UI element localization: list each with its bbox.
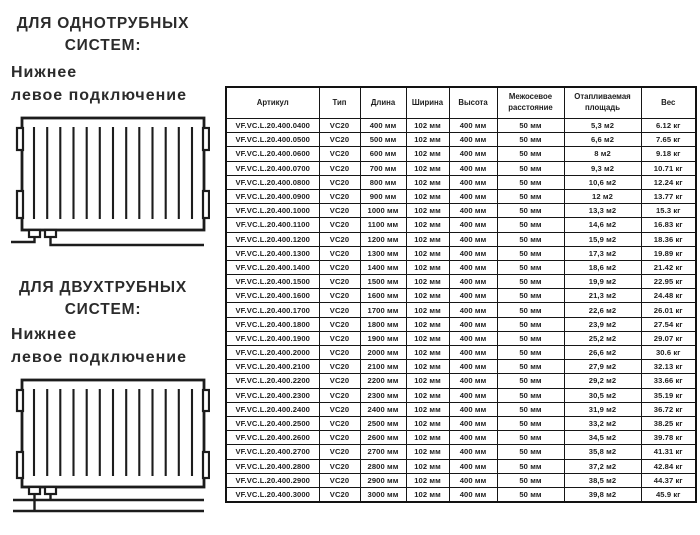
table-cell: 900 мм — [360, 189, 406, 203]
subtitle-line: Нижнее — [11, 326, 78, 343]
table-cell: 23,9 м2 — [564, 317, 641, 331]
table-cell: 50 мм — [497, 218, 564, 232]
table-cell: 21,3 м2 — [564, 289, 641, 303]
table-cell: VC20 — [319, 388, 360, 402]
table-row — [226, 289, 696, 303]
spec-table — [225, 86, 697, 503]
table-cell: 50 мм — [497, 204, 564, 218]
table-cell: 50 мм — [497, 275, 564, 289]
table-cell: 50 мм — [497, 260, 564, 274]
table-cell: 400 мм — [449, 147, 497, 161]
table-cell: VF.VC.L.20.400.1600 — [226, 289, 319, 303]
table-cell: 50 мм — [497, 431, 564, 445]
table-cell: VC20 — [319, 459, 360, 473]
table-cell: VC20 — [319, 402, 360, 416]
spec-table-container — [225, 86, 695, 503]
table-cell: 27,9 м2 — [564, 360, 641, 374]
table-row — [226, 416, 696, 430]
table-row — [226, 431, 696, 445]
table-cell: 102 мм — [406, 459, 449, 473]
table-cell: 29.07 кг — [641, 331, 696, 345]
table-cell: 10,6 м2 — [564, 175, 641, 189]
table-cell: 50 мм — [497, 232, 564, 246]
table-cell: 1900 мм — [360, 331, 406, 345]
table-cell: VF.VC.L.20.400.1300 — [226, 246, 319, 260]
table-cell: VF.VC.L.20.400.2000 — [226, 346, 319, 360]
table-cell: 1400 мм — [360, 260, 406, 274]
table-cell: 102 мм — [406, 374, 449, 388]
table-cell: 50 мм — [497, 487, 564, 502]
single-pipe-subtitle — [11, 62, 216, 107]
table-cell: VC20 — [319, 275, 360, 289]
table-row — [226, 402, 696, 416]
table-cell: 32.13 кг — [641, 360, 696, 374]
table-cell: VC20 — [319, 189, 360, 203]
heading-line: СИСТЕМ: — [64, 37, 142, 55]
table-cell: 30.6 кг — [641, 346, 696, 360]
column-header: Тип — [319, 87, 360, 119]
radiator-two-pipe-diagram-icon — [8, 372, 210, 517]
table-cell: 19.89 кг — [641, 246, 696, 260]
table-cell: 50 мм — [497, 473, 564, 487]
table-cell: 27.54 кг — [641, 317, 696, 331]
heading-line: СИСТЕМ: — [64, 301, 142, 319]
table-row — [226, 473, 696, 487]
table-cell: VF.VC.L.20.400.1900 — [226, 331, 319, 345]
table-cell: 102 мм — [406, 346, 449, 360]
table-cell: 21.42 кг — [641, 260, 696, 274]
subtitle-line: левое подключение — [11, 348, 187, 366]
table-cell: 102 мм — [406, 416, 449, 430]
table-cell: VF.VC.L.20.400.2800 — [226, 459, 319, 473]
table-cell: 36.72 кг — [641, 402, 696, 416]
table-cell: VF.VC.L.20.400.2100 — [226, 360, 319, 374]
column-header: Отапливаемая площадь — [564, 87, 641, 119]
table-cell: 50 мм — [497, 119, 564, 133]
table-cell: VF.VC.L.20.400.0400 — [226, 119, 319, 133]
table-row — [226, 147, 696, 161]
table-cell: 2400 мм — [360, 402, 406, 416]
table-cell: 400 мм — [449, 317, 497, 331]
table-cell: 12.24 кг — [641, 175, 696, 189]
table-cell: 44.37 кг — [641, 473, 696, 487]
table-cell: 102 мм — [406, 388, 449, 402]
pipe-outlet-line — [51, 234, 205, 245]
table-cell: VC20 — [319, 147, 360, 161]
table-cell: 102 мм — [406, 473, 449, 487]
table-cell: 400 мм — [449, 275, 497, 289]
table-cell: 102 мм — [406, 189, 449, 203]
table-row — [226, 346, 696, 360]
table-cell: 400 мм — [449, 346, 497, 360]
table-cell: 400 мм — [449, 189, 497, 203]
table-cell: VF.VC.L.20.400.3000 — [226, 487, 319, 502]
table-cell: 50 мм — [497, 147, 564, 161]
table-cell: VC20 — [319, 416, 360, 430]
table-cell: 16.83 кг — [641, 218, 696, 232]
table-cell: 34,5 м2 — [564, 431, 641, 445]
table-cell: 102 мм — [406, 133, 449, 147]
table-cell: VF.VC.L.20.400.2700 — [226, 445, 319, 459]
table-cell: 102 мм — [406, 445, 449, 459]
table-cell: 400 мм — [449, 459, 497, 473]
table-cell: VC20 — [319, 431, 360, 445]
table-cell: VC20 — [319, 289, 360, 303]
table-cell: 700 мм — [360, 161, 406, 175]
table-cell: 50 мм — [497, 445, 564, 459]
table-cell: 400 мм — [449, 204, 497, 218]
table-cell: 35,8 м2 — [564, 445, 641, 459]
table-cell: 400 мм — [449, 388, 497, 402]
table-cell: 400 мм — [449, 374, 497, 388]
table-cell: VF.VC.L.20.400.0700 — [226, 161, 319, 175]
table-cell: 9,3 м2 — [564, 161, 641, 175]
table-cell: 18.36 кг — [641, 232, 696, 246]
table-cell: VC20 — [319, 374, 360, 388]
table-cell: 50 мм — [497, 317, 564, 331]
table-cell: 31,9 м2 — [564, 402, 641, 416]
table-cell: 50 мм — [497, 346, 564, 360]
table-cell: VF.VC.L.20.400.1200 — [226, 232, 319, 246]
table-cell: 50 мм — [497, 459, 564, 473]
table-cell: 33,2 м2 — [564, 416, 641, 430]
table-cell: 102 мм — [406, 360, 449, 374]
table-cell: 400 мм — [449, 161, 497, 175]
table-row — [226, 246, 696, 260]
table-cell: 33.66 кг — [641, 374, 696, 388]
table-cell: 17,3 м2 — [564, 246, 641, 260]
table-cell: VC20 — [319, 218, 360, 232]
table-cell: 26,6 м2 — [564, 346, 641, 360]
table-cell: 50 мм — [497, 246, 564, 260]
table-cell: 38.25 кг — [641, 416, 696, 430]
table-cell: 102 мм — [406, 487, 449, 502]
table-cell: VC20 — [319, 232, 360, 246]
table-cell: 400 мм — [449, 331, 497, 345]
table-cell: 12 м2 — [564, 189, 641, 203]
table-cell: 400 мм — [449, 119, 497, 133]
table-cell: VF.VC.L.20.400.2200 — [226, 374, 319, 388]
table-row — [226, 204, 696, 218]
table-cell: 1800 мм — [360, 317, 406, 331]
table-cell: 50 мм — [497, 289, 564, 303]
table-row — [226, 161, 696, 175]
two-pipe-heading — [4, 277, 202, 322]
table-cell: 29,2 м2 — [564, 374, 641, 388]
table-cell: 400 мм — [449, 246, 497, 260]
table-cell: VC20 — [319, 204, 360, 218]
table-cell: 1500 мм — [360, 275, 406, 289]
table-cell: 2100 мм — [360, 360, 406, 374]
table-cell: 22,6 м2 — [564, 303, 641, 317]
column-header: Артикул — [226, 87, 319, 119]
table-cell: 37,2 м2 — [564, 459, 641, 473]
table-cell: 2500 мм — [360, 416, 406, 430]
table-cell: VC20 — [319, 346, 360, 360]
table-cell: 22.95 кг — [641, 275, 696, 289]
table-cell: 102 мм — [406, 175, 449, 189]
table-cell: 800 мм — [360, 175, 406, 189]
table-row — [226, 232, 696, 246]
table-cell: 5,3 м2 — [564, 119, 641, 133]
table-cell: 15,9 м2 — [564, 232, 641, 246]
table-cell: 400 мм — [449, 445, 497, 459]
table-cell: 102 мм — [406, 331, 449, 345]
column-header: Высота — [449, 87, 497, 119]
table-cell: VF.VC.L.20.400.2900 — [226, 473, 319, 487]
table-cell: 14,6 м2 — [564, 218, 641, 232]
table-cell: VC20 — [319, 303, 360, 317]
table-cell: VF.VC.L.20.400.2500 — [226, 416, 319, 430]
table-cell: 102 мм — [406, 303, 449, 317]
table-cell: 8 м2 — [564, 147, 641, 161]
table-cell: 45.9 кг — [641, 487, 696, 502]
table-cell: 41.31 кг — [641, 445, 696, 459]
table-cell: 400 мм — [449, 487, 497, 502]
column-header: Длина — [360, 87, 406, 119]
table-cell: VC20 — [319, 317, 360, 331]
table-cell: 1600 мм — [360, 289, 406, 303]
heading-line: ДЛЯ ДВУХТРУБНЫХ — [18, 279, 188, 296]
table-cell: 400 мм — [449, 260, 497, 274]
table-cell: 1700 мм — [360, 303, 406, 317]
table-cell: 50 мм — [497, 189, 564, 203]
table-cell: 2800 мм — [360, 459, 406, 473]
table-cell: VF.VC.L.20.400.1700 — [226, 303, 319, 317]
table-row — [226, 218, 696, 232]
table-cell: VC20 — [319, 445, 360, 459]
column-header: Межосевое расстояние — [497, 87, 564, 119]
table-cell: 9.18 кг — [641, 147, 696, 161]
table-cell: 30,5 м2 — [564, 388, 641, 402]
table-cell: VF.VC.L.20.400.2300 — [226, 388, 319, 402]
table-cell: VF.VC.L.20.400.2400 — [226, 402, 319, 416]
table-cell: 15.3 кг — [641, 204, 696, 218]
table-cell: 1000 мм — [360, 204, 406, 218]
spec-table-body — [226, 119, 696, 503]
table-cell: VC20 — [319, 246, 360, 260]
table-cell: 50 мм — [497, 303, 564, 317]
table-cell: 50 мм — [497, 402, 564, 416]
table-cell: 50 мм — [497, 360, 564, 374]
table-cell: 50 мм — [497, 331, 564, 345]
table-cell: 50 мм — [497, 161, 564, 175]
table-cell: 1100 мм — [360, 218, 406, 232]
table-cell: 13,3 м2 — [564, 204, 641, 218]
table-cell: 102 мм — [406, 204, 449, 218]
radiator-single-pipe-diagram-icon — [8, 114, 210, 252]
column-header: Ширина — [406, 87, 449, 119]
table-row — [226, 275, 696, 289]
table-row — [226, 487, 696, 502]
table-cell: VC20 — [319, 133, 360, 147]
table-row — [226, 303, 696, 317]
table-cell: 26.01 кг — [641, 303, 696, 317]
table-cell: 102 мм — [406, 260, 449, 274]
table-cell: 400 мм — [449, 289, 497, 303]
table-cell: VF.VC.L.20.400.0500 — [226, 133, 319, 147]
table-cell: VC20 — [319, 487, 360, 502]
table-cell: VF.VC.L.20.400.0900 — [226, 189, 319, 203]
table-cell: VF.VC.L.20.400.2600 — [226, 431, 319, 445]
table-cell: 400 мм — [449, 175, 497, 189]
table-row — [226, 189, 696, 203]
two-pipe-subtitle — [11, 324, 216, 369]
table-cell: 2600 мм — [360, 431, 406, 445]
table-cell: 50 мм — [497, 416, 564, 430]
table-cell: 35.19 кг — [641, 388, 696, 402]
table-cell: 400 мм — [449, 360, 497, 374]
heading-line: ДЛЯ ОДНОТРУБНЫХ — [16, 15, 190, 32]
table-cell: 19,9 м2 — [564, 275, 641, 289]
table-cell: 1300 мм — [360, 246, 406, 260]
table-cell: 39.78 кг — [641, 431, 696, 445]
table-cell: 7.65 кг — [641, 133, 696, 147]
table-cell: 1200 мм — [360, 232, 406, 246]
table-cell: 400 мм — [449, 218, 497, 232]
table-cell: 25,2 м2 — [564, 331, 641, 345]
table-cell: 400 мм — [449, 402, 497, 416]
table-cell: VF.VC.L.20.400.1000 — [226, 204, 319, 218]
table-cell: 102 мм — [406, 431, 449, 445]
table-cell: 600 мм — [360, 147, 406, 161]
table-cell: VC20 — [319, 161, 360, 175]
table-cell: 500 мм — [360, 133, 406, 147]
table-cell: VC20 — [319, 360, 360, 374]
table-cell: 400 мм — [449, 232, 497, 246]
table-cell: VC20 — [319, 175, 360, 189]
column-header: Вес — [641, 87, 696, 119]
subtitle-line: левое подключение — [11, 86, 187, 104]
spec-table-header-row — [226, 87, 696, 119]
table-cell: 102 мм — [406, 317, 449, 331]
table-cell: 102 мм — [406, 147, 449, 161]
table-cell: 2700 мм — [360, 445, 406, 459]
table-row — [226, 388, 696, 402]
table-cell: VC20 — [319, 331, 360, 345]
table-cell: 50 мм — [497, 374, 564, 388]
table-row — [226, 133, 696, 147]
table-cell: 400 мм — [449, 303, 497, 317]
table-cell: 13.77 кг — [641, 189, 696, 203]
table-cell: VF.VC.L.20.400.1500 — [226, 275, 319, 289]
table-cell: 39,8 м2 — [564, 487, 641, 502]
table-cell: 400 мм — [449, 473, 497, 487]
table-cell: VF.VC.L.20.400.0600 — [226, 147, 319, 161]
table-cell: 102 мм — [406, 246, 449, 260]
table-cell: VF.VC.L.20.400.1100 — [226, 218, 319, 232]
table-cell: 6,6 м2 — [564, 133, 641, 147]
table-cell: 2300 мм — [360, 388, 406, 402]
table-cell: 24.48 кг — [641, 289, 696, 303]
table-cell: 18,6 м2 — [564, 260, 641, 274]
table-cell: 38,5 м2 — [564, 473, 641, 487]
table-cell: 2000 мм — [360, 346, 406, 360]
table-cell: 102 мм — [406, 232, 449, 246]
table-cell: VC20 — [319, 119, 360, 133]
table-cell: 50 мм — [497, 133, 564, 147]
table-cell: VF.VC.L.20.400.1400 — [226, 260, 319, 274]
table-cell: 42.84 кг — [641, 459, 696, 473]
table-cell: VC20 — [319, 473, 360, 487]
table-cell: 2200 мм — [360, 374, 406, 388]
table-row — [226, 459, 696, 473]
table-cell: 50 мм — [497, 388, 564, 402]
table-cell: 102 мм — [406, 119, 449, 133]
table-cell: 6.12 кг — [641, 119, 696, 133]
table-cell: 102 мм — [406, 218, 449, 232]
table-cell: 400 мм — [360, 119, 406, 133]
subtitle-line: Нижнее — [11, 64, 78, 81]
table-cell: 10.71 кг — [641, 161, 696, 175]
table-cell: 400 мм — [449, 431, 497, 445]
table-row — [226, 331, 696, 345]
single-pipe-heading — [4, 13, 202, 58]
table-row — [226, 119, 696, 133]
table-cell: 400 мм — [449, 416, 497, 430]
table-row — [226, 317, 696, 331]
table-row — [226, 360, 696, 374]
table-row — [226, 374, 696, 388]
table-cell: 102 мм — [406, 161, 449, 175]
table-row — [226, 445, 696, 459]
table-cell: 400 мм — [449, 133, 497, 147]
table-cell: VF.VC.L.20.400.1800 — [226, 317, 319, 331]
table-cell: 102 мм — [406, 289, 449, 303]
table-row — [226, 175, 696, 189]
table-cell: 50 мм — [497, 175, 564, 189]
table-cell: 102 мм — [406, 402, 449, 416]
table-cell: 2900 мм — [360, 473, 406, 487]
table-cell: VF.VC.L.20.400.0800 — [226, 175, 319, 189]
table-row — [226, 260, 696, 274]
table-cell: VC20 — [319, 260, 360, 274]
table-cell: 3000 мм — [360, 487, 406, 502]
table-cell: 102 мм — [406, 275, 449, 289]
